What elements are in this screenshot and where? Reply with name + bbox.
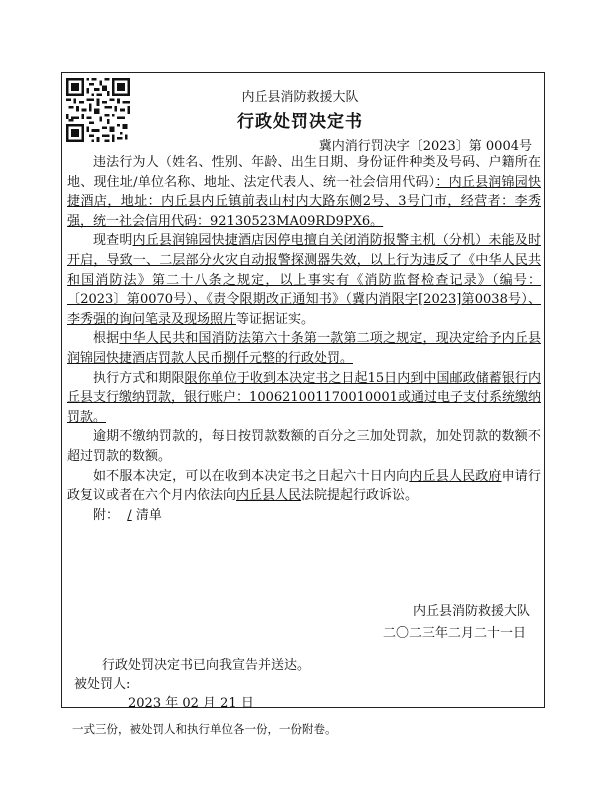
issuing-organization: 内丘县消防救援大队 [241, 90, 359, 105]
offender-paragraph [67, 153, 541, 231]
facts-prefix: 现查明 [93, 233, 133, 249]
execution-detail: 限你单位于收到本决定书之日起15日内到中国邮政储蓄银行内丘县支行缴纳罚款，银行账户：100621001170010001或通过电子支付系统缴纳罚款。 [67, 370, 541, 425]
attachment-value: / [127, 507, 132, 523]
document-number: 冀内消行罚决字〔2023〕第 0004号 [318, 139, 532, 154]
signature-organization: 内丘县消防救援大队 [413, 604, 531, 619]
document-title: 行政处罚决定书 [237, 112, 363, 132]
basis-prefix: 根据 [93, 331, 120, 347]
attachment-label: 附： [93, 507, 120, 523]
offender-detail: ：内丘县润锦园快捷酒店，地址：内丘县内丘镇前表山村内大路东侧2号、3号门市，经营者：李秀强，统一社会信用代码：92130523MA09RD9PX6。 [67, 174, 541, 229]
facts-paragraph [67, 231, 541, 329]
appeal-text-2: 申请行政复议或者在六个月内依法向 [67, 468, 541, 504]
appeal-text-1: 如不服本决定，可以在收到本决定书之日起六十日内向 [93, 468, 410, 484]
facts-suffix: 等证据证实。 [236, 311, 315, 327]
late-fee-paragraph: 逾期不缴纳罚款的，每日按罚款数额的百分之三加处罚款，加处罚款的数额不超过罚款的数额。 [67, 429, 541, 464]
recipient-label: 被处罚人: [74, 677, 131, 692]
appeal-court: 内丘县人民 [236, 488, 302, 504]
appeal-government: 内丘县人民政府 [409, 468, 502, 484]
appeal-paragraph [67, 467, 541, 506]
basis-detail: 中华人民共和国消防法第六十条第一款第二项之规定，现决定给予内丘县润锦园快捷酒店罚款人民币捌仟元整的行政处罚。 [67, 331, 541, 366]
document-body [67, 153, 541, 525]
signature-date: 二〇二三年二月二十一日 [383, 626, 527, 641]
footer-note: 一式三份，被处罚人和执行单位各一份，一份附卷。 [72, 722, 337, 736]
execution-prefix: 执行方式和期限 [93, 370, 185, 386]
facts-detail: 内丘县润锦园快捷酒店因停电擅自关闭消防报警主机（分机）未能及时开启，导致一、二层部分火灾自动报警探测器失效，以上行为违反了《中华人民共和国消防法》第二十八条之规定，以上事实有《消防监督检查记录》（编号：〔2023〕第0070号）、《责令限期改正通知书》（冀内消限字[2023]第0038号）、李秀强的询问笔录及现场照片 [67, 233, 541, 327]
attachment-suffix: 清单 [135, 507, 162, 523]
acknowledgment-date: 2023 年 02 月 21 日 [128, 696, 254, 711]
offender-intro: 违法行为人（姓名、性别、年龄、出生日期、身份证件种类及号码、户籍所在地、现住址/单位名称、地址、法定代表人、统一社会信用代码） [67, 155, 541, 190]
appeal-text-3: 法院提起行政诉讼。 [301, 488, 419, 504]
attachment-line [67, 506, 541, 526]
acknowledgment-statement: 行政处罚决定书已向我宣告并送达。 [102, 658, 311, 673]
execution-paragraph [67, 369, 541, 428]
basis-paragraph [67, 329, 541, 368]
